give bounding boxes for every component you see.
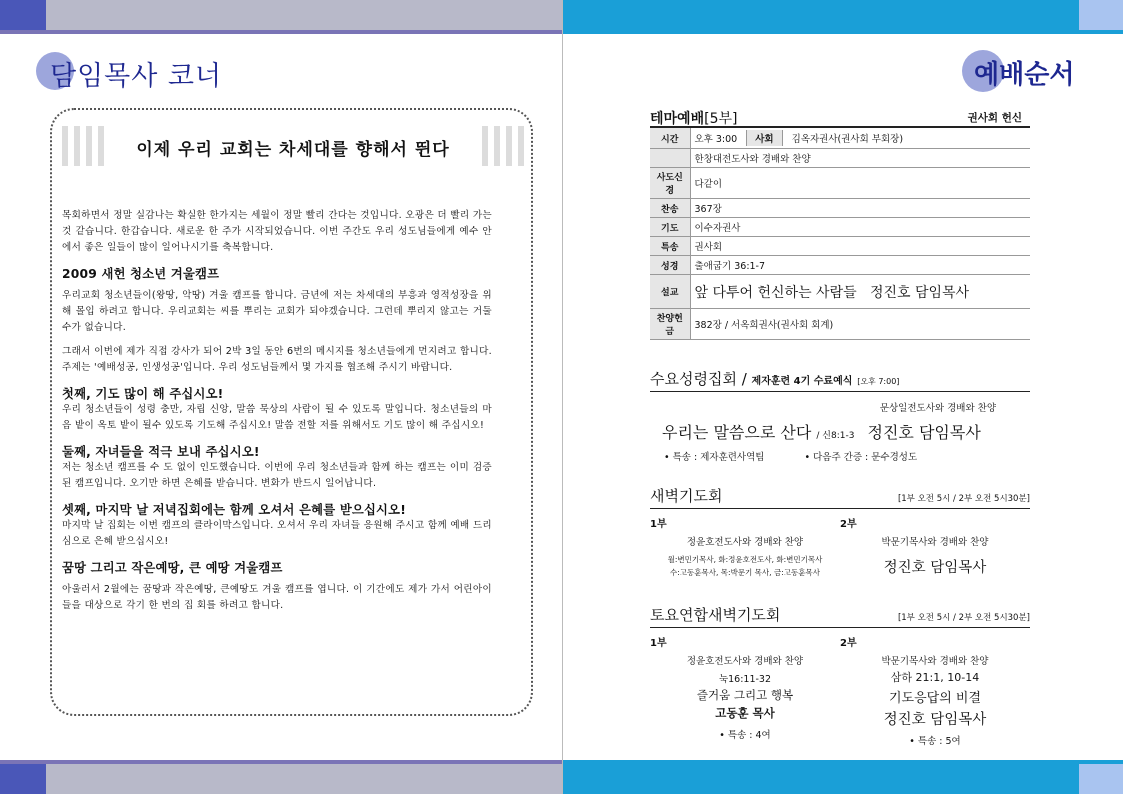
pastor-corner-title bbox=[36, 48, 256, 94]
wednesday-special-song: • 특송 : 제자훈련사역팀 bbox=[664, 452, 765, 463]
kids-camp-body: 아울러서 2월에는 꿈땅과 작은예땅, 큰예땅도 겨울 캠프를 엽니다. 이 기간에도 제가 가서 어린아이들을 대상으로 각기 한 번의 집 회를 하려고 합니다. bbox=[62, 584, 492, 611]
saturday-part-2-label: 2부 bbox=[840, 638, 857, 649]
saturday-part-2-sermon: 기도응답의 비결 bbox=[888, 691, 982, 706]
offering-row bbox=[650, 309, 1030, 340]
third-request-body: 마지막 날 집회는 이번 캠프의 클라이막스입니다. 오셔서 우리 자녀들 응원해 주시고 함께 예배 드리심으로 은혜 받으십시오! bbox=[62, 520, 492, 547]
order-row-label: 사도신경 bbox=[650, 168, 690, 199]
theme-service-title-main: 테마예배 bbox=[650, 111, 705, 127]
order-row-label: 특송 bbox=[650, 237, 690, 256]
order-row-value: 이수자권사 bbox=[690, 218, 1030, 237]
wednesday-preacher: 정진호 담임목사 bbox=[867, 423, 981, 442]
order-row-value: 367장 bbox=[690, 199, 1030, 218]
worship-order-title-text: 예배순서 bbox=[974, 60, 1075, 90]
camp-paragraph-2: 그래서 이번에 제가 직접 강사가 되어 2박 3일 동안 6번의 메시지를 청소년들에게 먼지려고 합니다. 주제는 '예배성공, 인생성공'입니다. 우리 성도님들께서 몇 가지를 협조해 주시기 바랍니다. bbox=[62, 346, 492, 373]
theme-service-order-table bbox=[650, 128, 1030, 340]
praise-value: 한창대전도사와 경배와 찬양 bbox=[690, 149, 1030, 168]
left-top-accent bbox=[0, 0, 46, 30]
dawn-part-2-praise: 박문기목사와 경배와 찬양 bbox=[881, 537, 989, 548]
order-row-label: 찬송 bbox=[650, 199, 690, 218]
column-body bbox=[62, 208, 492, 622]
dawn-time: [1부 오전 5시 / 2부 오전 5시30분] bbox=[897, 494, 1030, 504]
saturday-part-2-preacher: 정진호 담임목사 bbox=[883, 712, 987, 728]
dawn-part-1-label: 1부 bbox=[650, 519, 667, 530]
second-request-body: 저는 청소년 캠프를 수 도 없이 인도했습니다. 이번에 우리 청소년들과 함께 하는 캠프는 이미 검증된 캠프입니다. 오기만 하면 은혜를 받습니다. 변화가 반드시 일어납니다. bbox=[62, 462, 492, 489]
wednesday-service bbox=[650, 368, 1030, 463]
dawn-part-2 bbox=[840, 515, 1030, 578]
wednesday-praise: 문상일전도사와 경배와 찬양 bbox=[879, 403, 996, 414]
wednesday-title-group bbox=[650, 368, 899, 389]
offering-value: 382장 / 서옥희권사(권사회 회계) bbox=[690, 309, 1030, 340]
order-row bbox=[650, 256, 1030, 275]
saturday-part-2-special: • 특송 : 5여 bbox=[909, 736, 961, 747]
saturday-part-1-label: 1부 bbox=[650, 638, 667, 649]
saturday-title: 토요연합새벽기도회 bbox=[650, 606, 781, 624]
intro-paragraph: 목회하면서 정말 실감나는 확실한 한가지는 세월이 정말 빨리 간다는 것입니다. 오광은 더 빨리 가는 것 같습니다. 한갑습니다. 새로운 한 주가 시작되었습니다. 이번 주간도 우리 성도님들에게 예수 안에서 좋은 일들이 많이 일어나시기를 축복합니다. bbox=[62, 210, 492, 253]
wednesday-sermon-title: 우리는 말씀으로 산다 bbox=[662, 423, 812, 442]
left-top-bar bbox=[0, 0, 562, 30]
saturday-part-2 bbox=[840, 634, 1030, 747]
left-bottom-accent bbox=[0, 764, 46, 794]
column-heading: 이제 우리 교회는 차세대를 향해서 뛴다 bbox=[136, 140, 450, 160]
second-request-heading: 둘째, 자녀들을 적극 보내 주십시오! bbox=[62, 445, 260, 459]
saturday-part-1-preacher: 고동훈 목사 bbox=[715, 706, 775, 720]
praise-label-blank bbox=[650, 149, 690, 168]
dawn-prayer-service bbox=[650, 485, 1030, 578]
saturday-part-1-praise: 정윤호전도사와 경배와 찬양 bbox=[686, 656, 804, 667]
right-top-rule bbox=[563, 30, 1123, 34]
dawn-part-1-schedule-1: 월:변민기목사, 화:정윤호전도사, 화:변민기목사 bbox=[667, 555, 823, 564]
worship-order-title bbox=[962, 48, 1092, 94]
sermon-value: 앞 다투어 헌신하는 사람들 정진호 담임목사 bbox=[690, 275, 1030, 309]
first-request-heading: 첫째, 기도 많이 해 주십시오! bbox=[62, 387, 224, 401]
theme-service-subtitle: 권사회 헌신 bbox=[967, 112, 1022, 124]
wednesday-scripture: / 신8:1-3 bbox=[816, 431, 855, 441]
saturday-prayer-service bbox=[650, 604, 1030, 747]
wednesday-subtitle: 제자훈련 4기 수료예식 bbox=[751, 376, 853, 387]
saturday-title-row bbox=[650, 604, 1030, 628]
order-row-label: 성경 bbox=[650, 256, 690, 275]
pastor-corner-title-text: 담임목사 코너 bbox=[50, 61, 223, 92]
wednesday-next-testimony: • 다음주 간증 : 문수경성도 bbox=[804, 452, 918, 463]
saturday-part-1-sermon: 즐거움 그리고 행복 bbox=[696, 688, 794, 702]
dawn-parts bbox=[650, 515, 1030, 578]
saturday-part-2-praise: 박문기목사와 경배와 찬양 bbox=[881, 656, 989, 667]
order-row-value: 권사회 bbox=[690, 237, 1030, 256]
theme-service-header bbox=[650, 106, 1030, 128]
saturday-parts bbox=[650, 634, 1030, 747]
right-bottom-bar bbox=[563, 764, 1123, 794]
saturday-part-2-scripture: 삼하 21:1, 10-14 bbox=[890, 671, 980, 684]
dawn-title: 새벽기도회 bbox=[650, 487, 723, 505]
right-top-accent bbox=[1079, 0, 1123, 30]
time-host-row bbox=[650, 128, 1030, 149]
order-row-value: 출애굽기 36:1-7 bbox=[690, 256, 1030, 275]
wednesday-notes bbox=[664, 449, 1030, 463]
saturday-part-1-scripture: 눅16:11-32 bbox=[718, 674, 772, 685]
wednesday-title: 수요성령집회 / bbox=[650, 370, 747, 388]
third-request-heading: 셋째, 마지막 날 저녁집회에는 함께 오셔서 은혜를 받으십시오! bbox=[62, 503, 407, 517]
saturday-time: [1부 오전 5시 / 2부 오전 5시30분] bbox=[897, 613, 1030, 623]
dawn-title-row bbox=[650, 485, 1030, 509]
time-host-cell bbox=[690, 128, 1030, 149]
theme-service-title-part: [5부] bbox=[704, 111, 738, 127]
page-gutter bbox=[562, 0, 563, 794]
time-label: 시간 bbox=[650, 128, 690, 149]
first-request-body: 우리 청소년들이 성령 충만, 자립 신앙, 말씀 묵상의 사람이 될 수 있도록 말입니다. 청소년들의 마음 밭이 옥토 밭이 될수 있도록 기도해 주십시오! 말씀 전할 저를 위해서도 기도 많이 해 주십시오! bbox=[62, 404, 492, 431]
left-top-rule bbox=[0, 30, 562, 34]
saturday-part-1 bbox=[650, 634, 840, 747]
time-value: 오후 3:00 bbox=[694, 134, 738, 145]
column-heading-band bbox=[62, 126, 524, 166]
wednesday-time: [오후 7:00] bbox=[857, 377, 900, 386]
dawn-part-2-preacher: 정진호 담임목사 bbox=[883, 560, 987, 576]
order-row bbox=[650, 237, 1030, 256]
order-row-label: 기도 bbox=[650, 218, 690, 237]
theme-service bbox=[650, 106, 1030, 340]
host-value: 김옥자권사(권사회 부회장) bbox=[791, 134, 904, 145]
theme-service-title bbox=[650, 108, 737, 128]
wednesday-sermon-line bbox=[662, 420, 1030, 443]
order-row bbox=[650, 168, 1030, 199]
right-top-bar bbox=[563, 0, 1123, 30]
saturday-part-1-special: • 특송 : 4여 bbox=[719, 730, 771, 741]
dawn-part-1-praise: 정윤호전도사와 경배와 찬양 bbox=[686, 537, 804, 548]
order-row bbox=[650, 199, 1030, 218]
kids-camp-heading: 꿈땅 그리고 작은예땅, 큰 예땅 겨울캠프 bbox=[62, 561, 283, 575]
dawn-part-1 bbox=[650, 515, 840, 578]
order-row bbox=[650, 218, 1030, 237]
right-bottom-accent bbox=[1079, 764, 1123, 794]
order-row-value: 다같이 bbox=[690, 168, 1030, 199]
dawn-part-1-schedule-2: 수:고동훈목사, 목:박문기 목사, 금:고동훈목사 bbox=[670, 568, 820, 577]
sermon-label: 설교 bbox=[650, 275, 690, 309]
left-bottom-bar bbox=[0, 764, 562, 794]
dawn-part-2-label: 2부 bbox=[840, 519, 857, 530]
wednesday-title-row bbox=[650, 368, 1030, 392]
camp-heading: 2009 새헌 청소년 겨울캠프 bbox=[62, 267, 220, 281]
offering-label: 찬양헌금 bbox=[650, 309, 690, 340]
host-label: 사회 bbox=[746, 130, 782, 146]
sermon-row bbox=[650, 275, 1030, 309]
praise-row bbox=[650, 149, 1030, 168]
camp-paragraph-1: 우리교회 청소년들이(왕땅, 악땅) 겨울 캠프를 합니다. 금년에 저는 차세대의 부흥과 영적성장을 위해 몰입 하려고 합니다. 우리교회는 씨를 뿌리는 교회가 되야겠습니다. 그런데 뿌리지 않고는 거둘 수가 없습니다. bbox=[62, 290, 492, 333]
